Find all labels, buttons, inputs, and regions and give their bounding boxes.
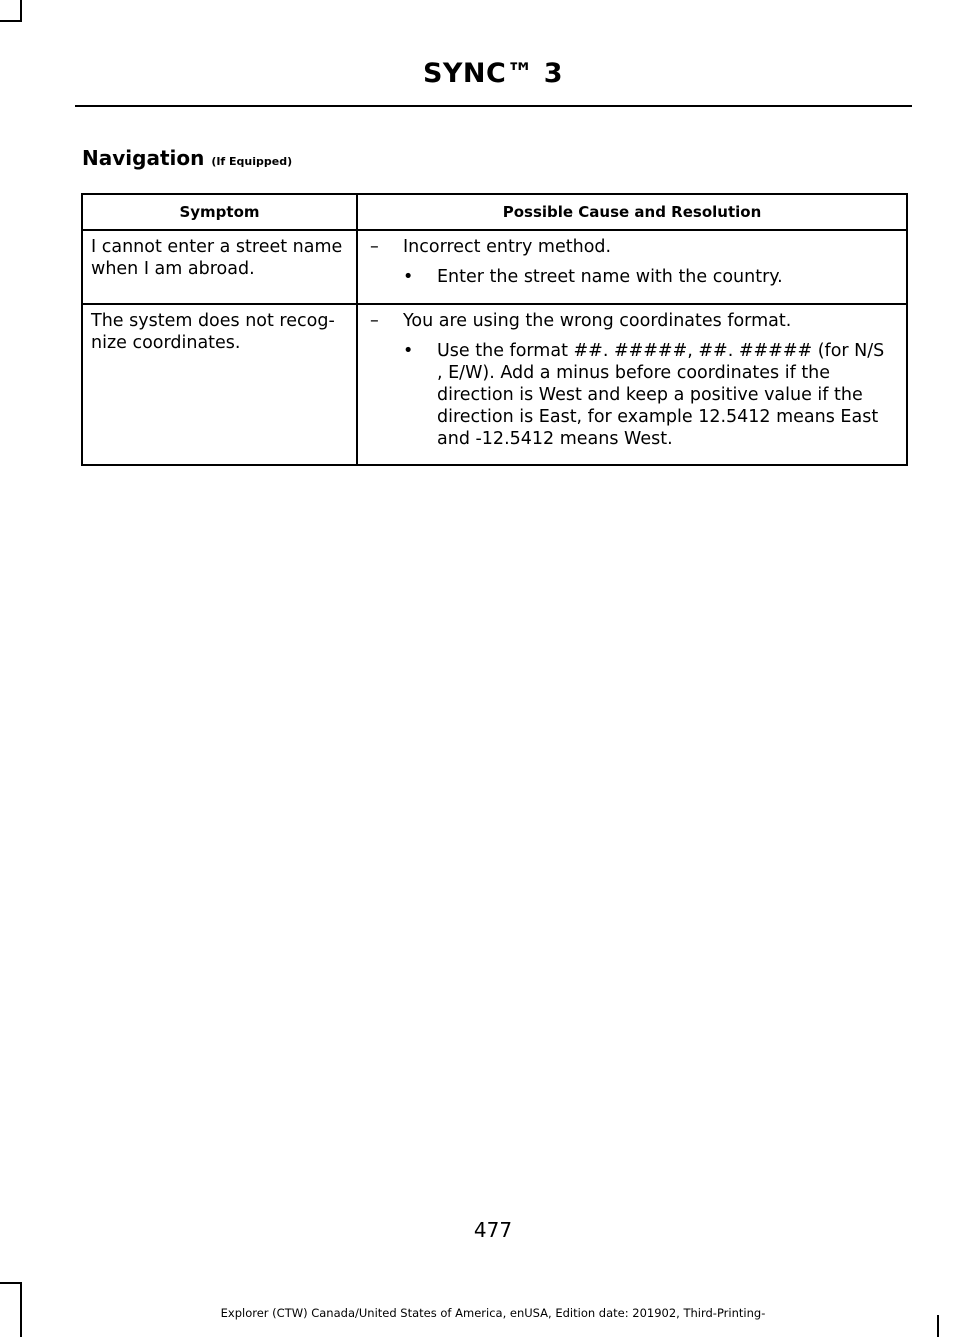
troubleshooting-table bbox=[81, 193, 908, 466]
symptom-cell: The system does not recog-nize coordinates. bbox=[82, 304, 357, 465]
cause-line bbox=[370, 236, 894, 258]
table-row bbox=[82, 230, 907, 304]
table-row bbox=[82, 304, 907, 465]
crop-mark bbox=[0, 1282, 22, 1284]
resolution-cell bbox=[357, 230, 907, 304]
resolution-line bbox=[370, 340, 894, 450]
resolution-text: Use the format ##. #####, ##. ##### (for N/S , E/W). Add a minus before coordinates if the direction is West and keep a positive value if the direction is East, for example 12.5412 means East and -12.5412 means West. bbox=[437, 341, 885, 449]
section-title bbox=[82, 146, 292, 170]
footer-text: Explorer (CTW) Canada/United States of America, enUSA, Edition date: 201902, Third-Printing- bbox=[220, 1306, 766, 1320]
crop-mark bbox=[0, 20, 22, 22]
cause-text: You are using the wrong coordinates format. bbox=[403, 311, 792, 331]
resolution-text: Enter the street name with the country. bbox=[437, 267, 783, 287]
bullet-marker: • bbox=[403, 341, 414, 361]
resolution-line bbox=[370, 266, 894, 288]
bullet-marker: • bbox=[403, 267, 414, 287]
cause-line bbox=[370, 310, 894, 332]
symptom-cell: I cannot enter a street name when I am abroad. bbox=[82, 230, 357, 304]
page-header-title: SYNC™ 3 bbox=[422, 58, 564, 89]
page-number: 477 bbox=[473, 1218, 513, 1242]
header-divider bbox=[75, 105, 912, 107]
dash-marker: – bbox=[370, 237, 379, 257]
column-header-symptom: Symptom bbox=[82, 194, 357, 230]
dash-marker: – bbox=[370, 311, 379, 331]
resolution-cell bbox=[357, 304, 907, 465]
column-header-resolution: Possible Cause and Resolution bbox=[357, 194, 907, 230]
section-title-text: Navigation bbox=[82, 146, 205, 170]
cause-text: Incorrect entry method. bbox=[403, 237, 612, 257]
table-header-row bbox=[82, 194, 907, 230]
crop-mark bbox=[20, 0, 22, 22]
section-title-note: (If Equipped) bbox=[211, 155, 293, 168]
